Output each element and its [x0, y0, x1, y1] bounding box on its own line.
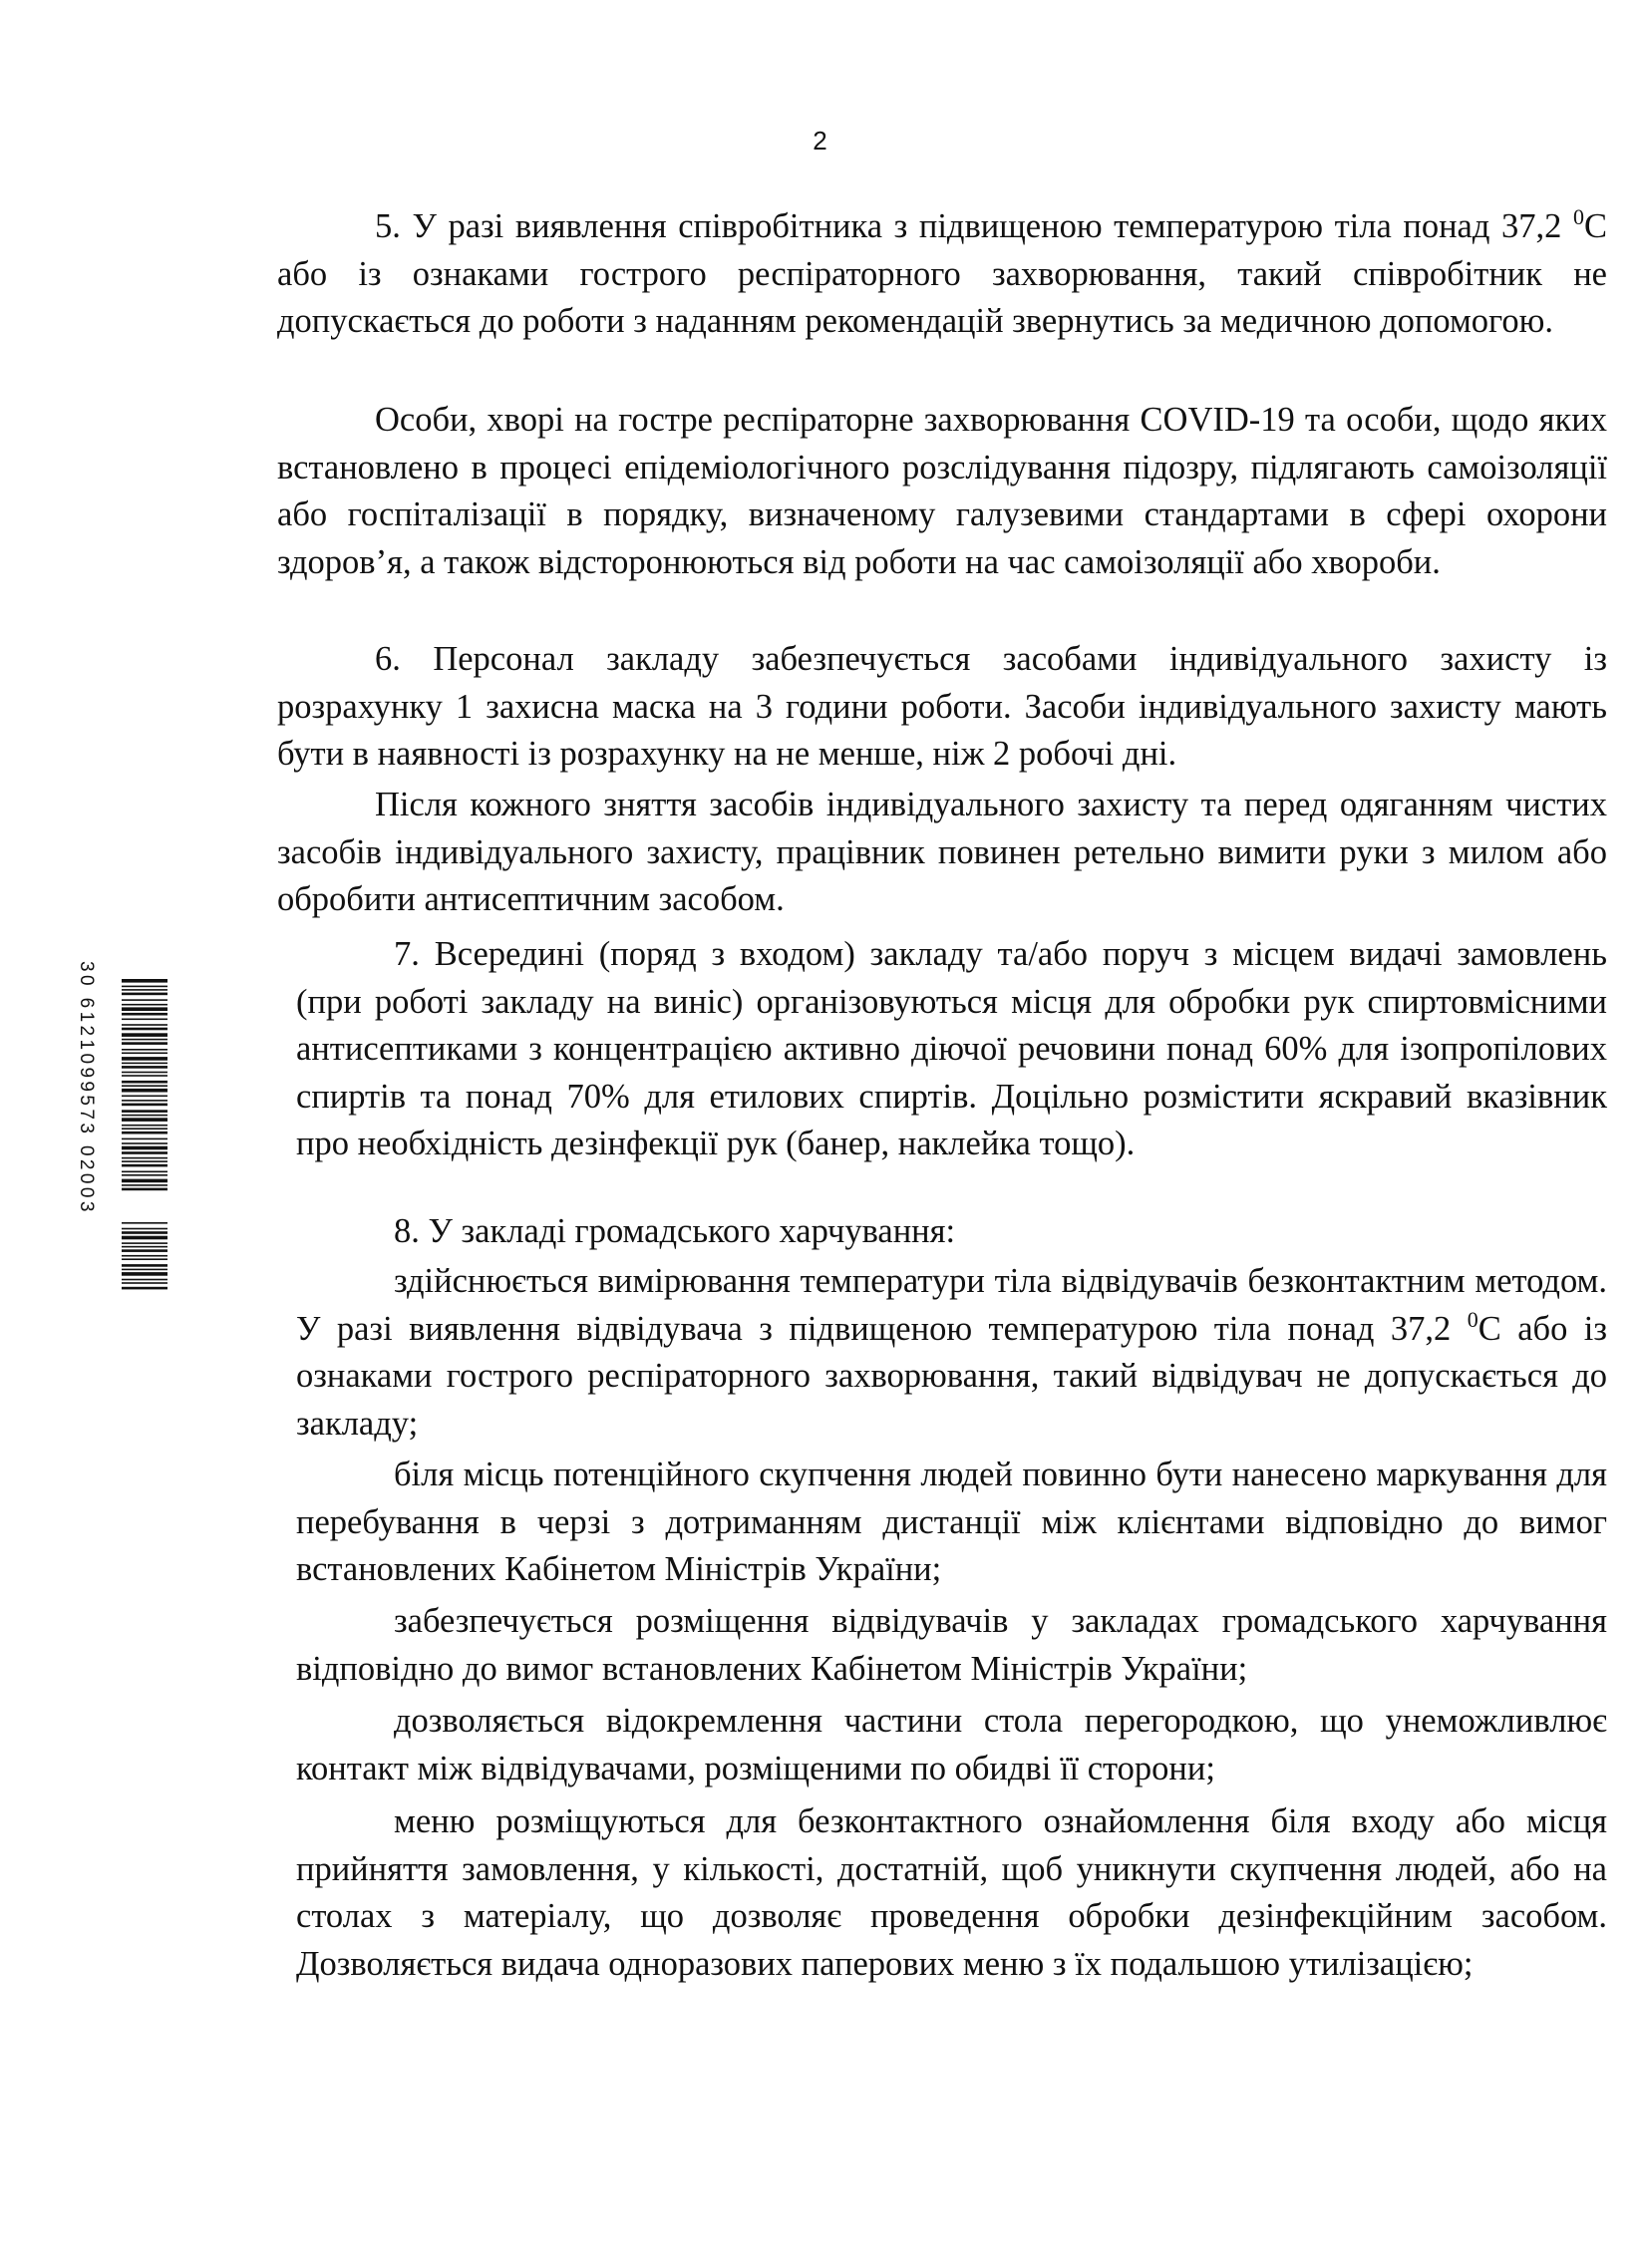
paragraph-item-7: 7. Всередині (поряд з входом) закладу та/або поруч з місцем видачі замовлень (при роботі закладу на виніс) організовуються місця для обробки рук спиртовмісними антисептиками з концентрацією активно діючої речовини понад 60% для ізопропілових спиртів та понад 70% для етилових спиртів. Доцільно розмістити яскравий вказівник про необхідність дезінфекції рук (банер, наклейка тощо). [296, 935, 1607, 1162]
barcode-bar [122, 1004, 167, 1006]
barcode-bar [122, 1042, 167, 1045]
paragraph-seating: забезпечується розміщення відвідувачів у закладах громадського харчування відповідно до вимог встановлених Кабінетом Міністрів України; [296, 1602, 1607, 1688]
barcode-bar [122, 999, 167, 1001]
barcode-bar [122, 1255, 167, 1257]
barcode-bar [122, 1125, 167, 1127]
barcode-bar [122, 989, 167, 991]
barcode-bar [122, 1110, 167, 1113]
barcode-bar [122, 1049, 167, 1051]
degree-superscript: 0 [1467, 1306, 1478, 1332]
barcode-bar [122, 1160, 167, 1162]
barcode-bar [122, 1115, 167, 1117]
barcode-bar [122, 1264, 167, 1267]
barcode-bar [122, 1039, 167, 1041]
barcode-bar [122, 1157, 167, 1159]
barcode-bar [122, 1104, 167, 1107]
barcode-bar [122, 979, 167, 983]
barcode-bar [122, 1019, 167, 1021]
barcode-bar [122, 1282, 167, 1284]
barcode-bar [122, 1081, 167, 1084]
barcode-bar [122, 1063, 167, 1065]
paragraph-covid-patients: Особи, хворі на гостре респіраторне захворювання COVID-19 та особи, щодо яких встановлено в процесі епідеміологічного розслідування підозру, підлягають самоізоляції або госпіталізації в порядку, визначеному галузевими стандартами в сфері охорони здоров’я, а також відсторонюються від роботи на час самоізоляції або хвороби. [277, 401, 1607, 581]
barcode-bar [122, 1287, 167, 1290]
barcode-bar [122, 1057, 167, 1061]
barcode-bar [122, 1024, 167, 1026]
barcode-bar [122, 1269, 167, 1271]
barcode-bar [122, 1279, 167, 1281]
barcode-bar [122, 1089, 167, 1093]
barcode-bar [122, 1146, 167, 1150]
barcode-bar [122, 1085, 167, 1087]
paragraph-item-6: 6. Персонал закладу забезпечується засобами індивідуального захисту із розрахунку 1 захисна маска на 3 години роботи. Засоби індивідуального захисту мають бути в наявності із розрахунку на не менше, ніж 2 робочі дні. [277, 640, 1607, 773]
barcode-bar [122, 1132, 167, 1134]
barcode-bar [122, 1179, 167, 1183]
barcode-bar [122, 1151, 167, 1154]
barcode-bar [122, 1272, 167, 1276]
barcode-bar [122, 1249, 167, 1252]
barcode-bar [122, 1164, 167, 1167]
barcode-bar [122, 1138, 167, 1140]
barcode-bar [122, 1096, 167, 1098]
paragraph-queue-marking: біля місць потенційного скупчення людей повинно бути нанесено маркування для перебування в черзі з дотриманням дистанції між клієнтами відповідно до вимог встановлених Кабінетом Міністрів України; [296, 1456, 1607, 1588]
paragraph-item-8: 8. У закладі громадського харчування: [394, 1212, 956, 1250]
degree-superscript: 0 [1572, 204, 1584, 229]
paragraph-temperature-check: здійснюється вимірювання температури тіла відвідувачів безконтактним методом. У разі виявлення відвідувача з підвищеною температурою тіла понад 37,2 $^0$С або із ознаками гострого респіраторного захворювання, такий відвідувач не допускається до закладу; [296, 1262, 1607, 1443]
barcode-bar [122, 1128, 167, 1130]
barcode-bar [122, 1013, 167, 1016]
barcode-bar [122, 1171, 167, 1173]
page-number: 2 [813, 126, 827, 156]
paragraph-menu: меню розміщуються для безконтактного ознайомлення біля входу або місця прийняття замовлення, у кількості, достатній, щоб уникнути скупчення людей, або на столах з матеріалу, що дозволяє проведення обробки дезінфекційним засобом. Дозволяється видача одноразових паперових меню з їх подальшою утилізацією; [296, 1802, 1607, 1983]
barcode-bar [122, 1222, 167, 1224]
barcode-bar [122, 1236, 167, 1240]
barcode-bar [122, 1028, 167, 1031]
barcode-bar [122, 1242, 167, 1244]
paragraph-item-5: 5. У разі виявлення співробітника з підвищеною температурою тіла понад 37,2 $^0$С або із ознаками гострого респіраторного захворювання, такий співробітник не допускається до роботи з наданням рекомендацій звернутись за медичною допомогою. [277, 204, 1607, 340]
barcode-bar [122, 1033, 167, 1037]
barcode-bar [122, 1066, 167, 1069]
barcode-bar [122, 1142, 167, 1144]
barcode-bar [122, 1075, 167, 1077]
paragraph-partition: дозволяється відокремлення частини стола перегородкою, що унеможливлює контакт між відвідувачами, розміщеними по обидві її сторони; [296, 1702, 1607, 1787]
barcode-bar [122, 1053, 167, 1055]
barcode-bar [122, 1228, 167, 1230]
barcode-bar [122, 993, 167, 996]
barcode-bar [122, 1231, 167, 1234]
barcode-bar [122, 1100, 167, 1102]
barcode-bar [122, 986, 167, 988]
barcode-bar [122, 1072, 167, 1074]
barcode-bar [122, 1007, 167, 1011]
barcode-digits: 30 6121099573 02003 [76, 961, 97, 1215]
barcode-bar [122, 1246, 167, 1248]
barcode-bar [122, 1258, 167, 1260]
barcode-bar [122, 1118, 167, 1122]
barcode-bar [122, 1174, 167, 1176]
paragraph-ppe-change: Після кожного зняття засобів індивідуального захисту та перед одяганням чистих засобів індивідуального захисту, працівник повинен ретельно вимити руки з милом або обробити антисептичним засобом. [277, 786, 1607, 918]
barcode-bar [122, 1188, 167, 1191]
barcode-bar [122, 1184, 167, 1186]
